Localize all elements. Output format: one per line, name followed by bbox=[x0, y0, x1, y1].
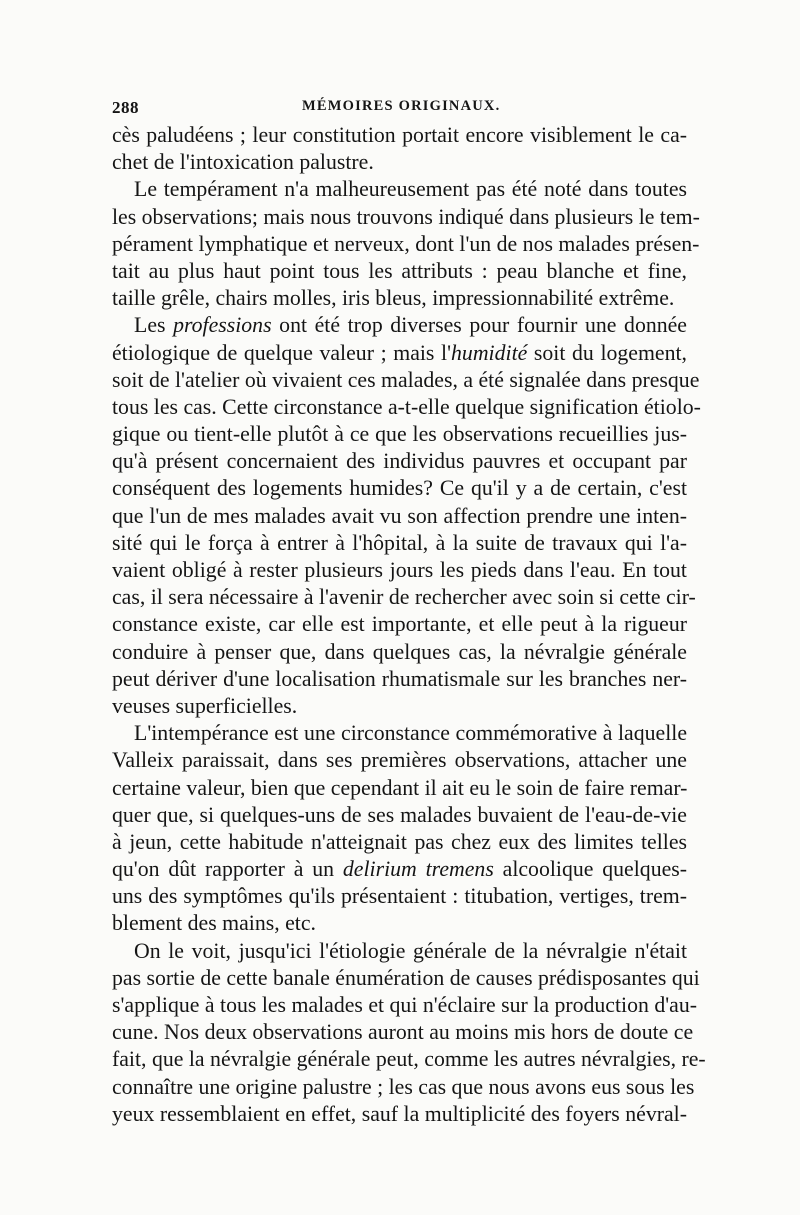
text-line bbox=[112, 285, 687, 312]
text-segment: cune. Nos deux observations auront au moins mis hors de doute ce bbox=[112, 1020, 694, 1045]
italic-text: humidité bbox=[451, 340, 528, 365]
text-line bbox=[112, 775, 687, 802]
text-segment: L'intempérance est une circonstance commémorative à laquelle bbox=[134, 721, 687, 746]
text-line bbox=[112, 992, 697, 1019]
page-header bbox=[112, 98, 684, 120]
text-line bbox=[112, 693, 687, 720]
text-line bbox=[112, 720, 687, 747]
text-line bbox=[112, 965, 700, 992]
text-line bbox=[112, 666, 687, 693]
text-line bbox=[112, 1074, 695, 1101]
text-segment: cas, il sera nécessaire à l'avenir de rechercher avec soin si cette cir- bbox=[112, 585, 696, 610]
text-segment: sité qui le força à entrer à l'hôpital, à la suite de travaux qui l'a- bbox=[112, 530, 687, 555]
text-line bbox=[112, 122, 687, 149]
text-line bbox=[112, 1046, 706, 1073]
text-line bbox=[112, 258, 687, 285]
text-segment: peut dériver d'une localisation rhumatismale sur les branches ner- bbox=[112, 666, 687, 691]
text-segment: à jeun, cette habitude n'atteignait pas chez eux des limites telles bbox=[112, 829, 687, 854]
text-line bbox=[112, 639, 687, 666]
text-line bbox=[112, 149, 687, 176]
text-segment: yeux ressemblaient en effet, sauf la multiplicité des foyers névral- bbox=[112, 1101, 687, 1126]
text-segment: Le tempérament n'a malheureusement pas été noté dans toutes bbox=[134, 177, 687, 202]
text-segment: tous les cas. Cette circonstance a-t-elle quelque signification étiolo- bbox=[112, 394, 701, 419]
text-segment: alcoolique quelques- bbox=[493, 857, 688, 882]
text-line bbox=[112, 1019, 694, 1046]
text-segment: blement des mains, etc. bbox=[112, 911, 316, 936]
text-segment: Valleix paraissait, dans ses premières observations, attacher une bbox=[112, 748, 687, 773]
running-head: MÉMOIRES ORIGINAUX. bbox=[302, 98, 501, 114]
text-segment: taille grêle, chairs molles, iris bleus, impressionnabilité extrême. bbox=[112, 286, 675, 311]
text-line bbox=[112, 1101, 687, 1128]
text-segment: soit du logement, bbox=[527, 340, 687, 365]
text-line bbox=[112, 340, 687, 367]
text-segment: constance existe, car elle est importante, et elle peut à la rigueur bbox=[112, 612, 687, 637]
text-segment: tait au plus haut point tous les attributs : peau blanche et fine, bbox=[112, 258, 687, 283]
text-line bbox=[112, 910, 687, 937]
text-segment: ont été trop diverses pour fournir une donnée bbox=[271, 313, 687, 338]
text-line bbox=[112, 475, 687, 502]
text-segment: fait, que la névralgie générale peut, comme les autres névralgies, re- bbox=[112, 1047, 706, 1072]
text-segment: connaître une origine palustre ; les cas que nous avons eus sous les bbox=[112, 1074, 695, 1099]
text-line bbox=[112, 503, 687, 530]
text-line bbox=[112, 530, 687, 557]
body-text bbox=[112, 122, 706, 1128]
text-line bbox=[112, 829, 687, 856]
text-segment: les observations; mais nous trouvons indiqué dans plusieurs le tem- bbox=[112, 204, 700, 229]
text-line bbox=[112, 204, 700, 231]
text-segment: gique ou tient-elle plutôt à ce que les observations recueillies jus- bbox=[112, 422, 687, 447]
text-line bbox=[112, 856, 687, 883]
text-segment: pérament lymphatique et nerveux, dont l'un de nos malades présen- bbox=[112, 231, 700, 256]
text-line bbox=[112, 557, 687, 584]
text-segment: cès paludéens ; leur constitution portait encore visiblement le ca- bbox=[112, 123, 687, 147]
text-line bbox=[112, 938, 687, 965]
text-segment: étiologique de quelque valeur ; mais l' bbox=[112, 340, 452, 365]
text-segment: que l'un de mes malades avait vu son affection prendre une inten- bbox=[112, 503, 687, 528]
text-segment: quer que, si quelques-uns de ses malades buvaient de l'eau-de-vie bbox=[112, 802, 687, 827]
text-segment: veuses superficielles. bbox=[112, 693, 298, 718]
text-line bbox=[112, 421, 687, 448]
text-segment: certaine valeur, bien que cependant il ait eu le soin de faire remar- bbox=[112, 775, 688, 800]
text-segment: vaient obligé à rester plusieurs jours les pieds dans l'eau. En tout bbox=[112, 558, 687, 582]
text-line bbox=[112, 883, 687, 910]
text-segment: pas sortie de cette banale énumération de causes prédisposantes qui bbox=[112, 965, 700, 990]
text-line bbox=[112, 611, 687, 638]
text-line bbox=[112, 584, 696, 611]
text-segment: conséquent des logements humides? Ce qu'il y a de certain, c'est bbox=[112, 476, 687, 501]
text-segment: chet de l'intoxication palustre. bbox=[112, 150, 374, 175]
text-line bbox=[112, 802, 687, 829]
text-line bbox=[112, 367, 700, 394]
page-number: 288 bbox=[112, 98, 139, 117]
text-line bbox=[112, 394, 701, 421]
text-segment: On le voit, jusqu'ici l'étiologie générale de la névralgie n'était bbox=[134, 938, 687, 963]
text-line bbox=[112, 448, 687, 475]
text-segment: conduire à penser que, dans quelques cas, la névralgie générale bbox=[112, 639, 687, 664]
text-segment: soit de l'atelier où vivaient ces malades, a été signalée dans presque bbox=[112, 367, 700, 392]
text-segment: qu'on dût rapporter à un bbox=[112, 857, 343, 882]
italic-text: professions bbox=[173, 313, 272, 338]
italic-text: delirium tremens bbox=[342, 857, 494, 882]
text-line bbox=[112, 312, 687, 339]
text-segment: Les bbox=[134, 313, 174, 338]
text-segment: s'applique à tous les malades et qui n'éclaire sur la production d'au- bbox=[112, 993, 697, 1017]
text-line bbox=[112, 747, 687, 774]
text-line bbox=[112, 231, 700, 258]
text-line bbox=[112, 176, 687, 203]
text-segment: qu'à présent concernaient des individus pauvres et occupant par bbox=[112, 449, 687, 474]
text-segment: uns des symptômes qu'ils présentaient : titubation, vertiges, trem- bbox=[112, 884, 687, 909]
